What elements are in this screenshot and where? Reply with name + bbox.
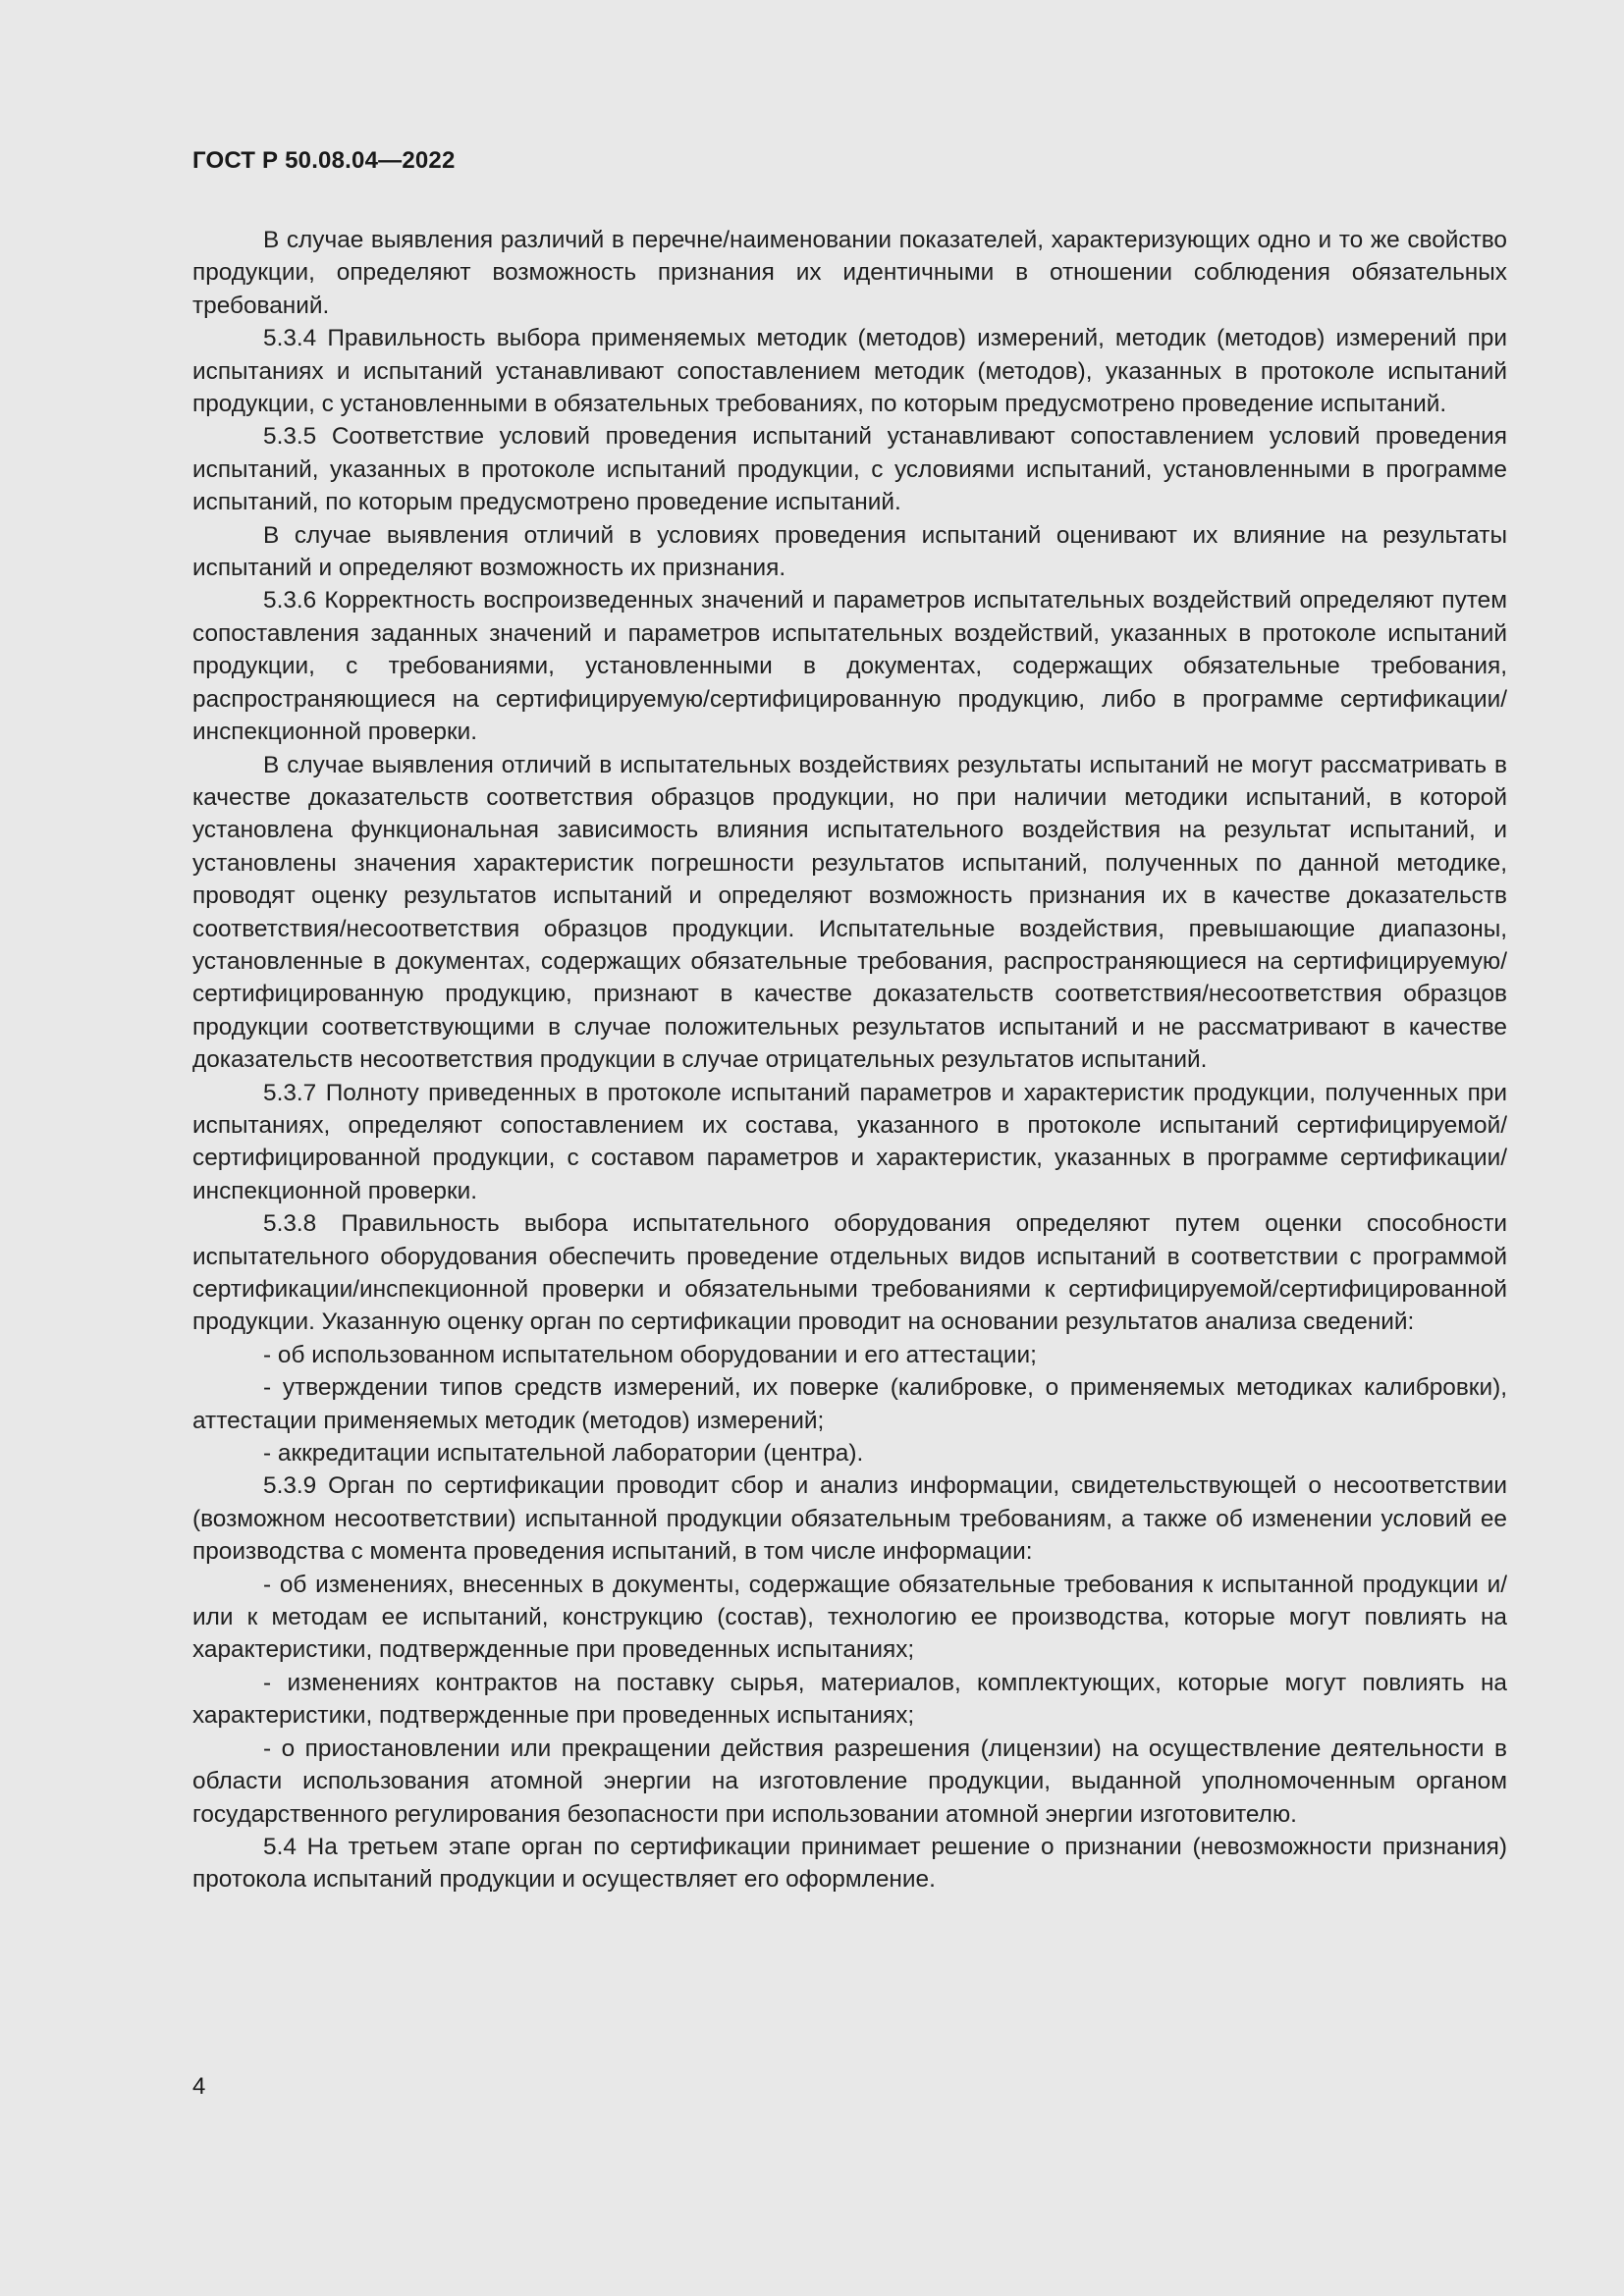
list-item: - изменениях контрактов на поставку сырья, материалов, комплектующих, которые могут повлиять на характеристики, подтвержденные при проведенных испытаниях; <box>192 1669 1507 1730</box>
paragraph: 5.3.9 Орган по сертификации проводит сбор и анализ информации, свидетельствующей о несоответствии (возможном несоответствии) испытанной продукции обязательным требованиям, а также об изменении условий ее производства с момента проведения испытаний, в том числе информации: <box>192 1472 1507 1566</box>
paragraph: 5.3.8 Правильность выбора испытательного оборудования определяют путем оценки способности испытательного оборудования обеспечить проведение отдельных видов испытаний в соответствии с программой сертификации/инспекционной проверки и обязательными требованиями к сертифицируемой/сертифицированной продукции. Указанную оценку орган по сертификации проводит на основании результатов анализа сведений: <box>192 1210 1507 1336</box>
paragraph: В случае выявления различий в перечне/наименовании показателей, характеризующих одно и то же свойство продукции, определяют возможность признания их идентичными в отношении соблюдения обязательных требований. <box>192 227 1507 319</box>
page-number: 4 <box>192 2073 206 2100</box>
paragraph: 5.4 На третьем этапе орган по сертификации принимает решение о признании (невозможности признания) протокола испытаний продукции и осуществляет его оформление. <box>192 1833 1507 1894</box>
list-item: - утверждении типов средств измерений, их поверке (калибровке, о применяемых методиках калибровки), аттестации применяемых методик (методов) измерений; <box>192 1374 1507 1434</box>
paragraph: В случае выявления отличий в испытательных воздействиях результаты испытаний не могут рассматривать в качестве доказательств соответствия образцов продукции, но при наличии методики испытаний, в которой установлена функциональная зависимость влияния испытательного воздействия на результат испытаний, и установлены значения характеристик погрешности результатов испытаний, полученных по данной методике, проводят оценку результатов испытаний и определяют возможность признания их в качестве доказательств соответствия/несоответствия образцов продукции. Испытательные воздействия, превышающие диапазоны, установленные в документах, содержащих обязательные требования, распространяющиеся на сертифицируемую/сертифицированную продукцию, признают в качестве доказательств соответствия/несоответствия образцов продукции соответствующими в случае положительных результатов испытаний и не рассматривают в качестве доказательств несоответствия продукции в случае отрицательных результатов испытаний. <box>192 751 1507 1074</box>
list-item: - аккредитации испытательной лаборатории (центра). <box>263 1440 864 1468</box>
document-header: ГОСТ Р 50.08.04—2022 <box>192 147 456 174</box>
list-item: - о приостановлении или прекращении действия разрешения (лицензии) на осуществление деятельности в области использования атомной энергии на изготовление продукции, выданной уполномоченным органом государственного регулирования безопасности при использовании атомной энергии изготовителю. <box>192 1735 1507 1828</box>
list-item: - об изменениях, внесенных в документы, содержащие обязательные требования к испытанной продукции и/или к методам ее испытаний, конструкцию (состав), технологию ее производства, которые могут повлиять на характеристики, подтвержденные при проведенных испытаниях; <box>192 1571 1507 1664</box>
document-body <box>192 224 1507 1896</box>
paragraph: В случае выявления отличий в условиях проведения испытаний оценивают их влияние на результаты испытаний и определяют возможность их признания. <box>192 521 1507 582</box>
paragraph: 5.3.4 Правильность выбора применяемых методик (методов) измерений, методик (методов) измерений при испытаниях и испытаний устанавливают сопоставлением методик (методов), указанных в протоколе испытаний продукции, с установленными в обязательных требованиях, по которым предусмотрено проведение испытаний. <box>192 325 1507 418</box>
list-item: - об использованном испытательном оборудовании и его аттестации; <box>263 1341 1037 1368</box>
paragraph: 5.3.5 Соответствие условий проведения испытаний устанавливают сопоставлением условий проведения испытаний, указанных в протоколе испытаний продукции, с условиями испытаний, установленными в программе испытаний, по которым предусмотрено проведение испытаний. <box>192 423 1507 516</box>
paragraph: 5.3.6 Корректность воспроизведенных значений и параметров испытательных воздействий определяют путем сопоставления заданных значений и параметров испытательных воздействий, указанных в протоколе испытаний продукции, с требованиями, установленными в документах, содержащих обязательные требования, распространяющиеся на сертифицируемую/сертифицированную продукцию, либо в программе сертификации/инспекционной проверки. <box>192 587 1507 746</box>
paragraph: 5.3.7 Полноту приведенных в протоколе испытаний параметров и характеристик продукции, полученных при испытаниях, определяют сопоставлением их состава, указанного в протоколе испытаний сертифицируемой/сертифицированной продукции, с составом параметров и характеристик, указанных в программе сертификации/инспекционной проверки. <box>192 1079 1507 1204</box>
